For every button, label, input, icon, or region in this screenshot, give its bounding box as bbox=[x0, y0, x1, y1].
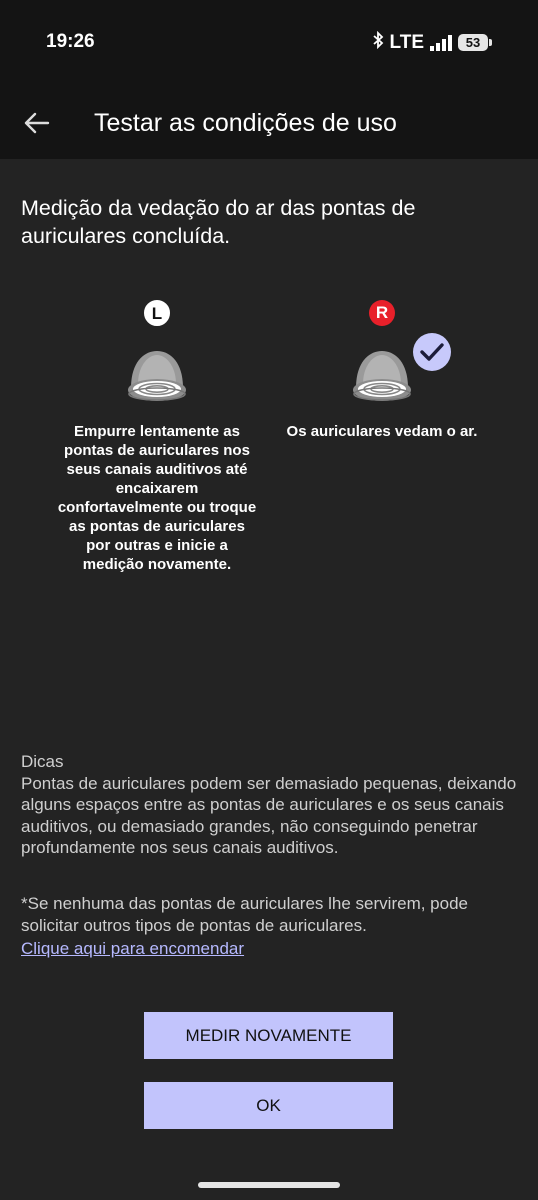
home-indicator[interactable] bbox=[198, 1182, 340, 1188]
back-arrow-icon[interactable] bbox=[22, 108, 52, 138]
left-earbud-panel bbox=[57, 300, 257, 574]
status-bar bbox=[0, 0, 538, 90]
bluetooth-icon bbox=[372, 31, 384, 54]
network-type: LTE bbox=[389, 31, 424, 53]
result-headline: Medição da vedação do ar das pontas de auriculares concluída. bbox=[21, 196, 416, 248]
tips-body: Pontas de auriculares podem ser demasiado pequenas, deixando alguns espaços entre as pontas de auriculares e os seus canais auditivos, ou demasiado grandes, não conseguindo penetrar profundamente nos seus canais auditivos. bbox=[21, 773, 517, 857]
left-eartip-icon bbox=[126, 348, 188, 404]
status-time: 19:26 bbox=[46, 31, 95, 52]
signal-icon bbox=[430, 35, 452, 51]
tips-title: Dicas bbox=[21, 752, 64, 771]
remeasure-button[interactable]: MEDIR NOVAMENTE bbox=[144, 1012, 393, 1059]
check-icon bbox=[412, 332, 452, 372]
right-badge: R bbox=[369, 300, 395, 326]
right-message: Os auriculares vedam o ar. bbox=[286, 423, 478, 440]
ok-button[interactable]: OK bbox=[144, 1082, 393, 1129]
app-bar bbox=[0, 90, 538, 159]
status-icons bbox=[372, 31, 492, 54]
battery-level: 53 bbox=[458, 34, 488, 51]
right-eartip-icon bbox=[351, 348, 413, 404]
left-message: Empurre lentamente as pontas de auriculares nos seus canais auditivos até encaixarem confortavelmente ou troque as pontas de auriculares por outras e inicie a medição novamente. bbox=[57, 423, 257, 573]
tips-section bbox=[21, 751, 521, 859]
page-title: Testar as condições de uso bbox=[94, 109, 397, 137]
left-badge: L bbox=[144, 300, 170, 326]
right-earbud-panel bbox=[282, 300, 482, 441]
note-text: *Se nenhuma das pontas de auriculares lhe servirem, pode solicitar outros tipos de pontas de auriculares. bbox=[21, 894, 468, 935]
battery-icon bbox=[458, 34, 492, 51]
order-link[interactable]: Clique aqui para encomendar bbox=[21, 939, 245, 958]
